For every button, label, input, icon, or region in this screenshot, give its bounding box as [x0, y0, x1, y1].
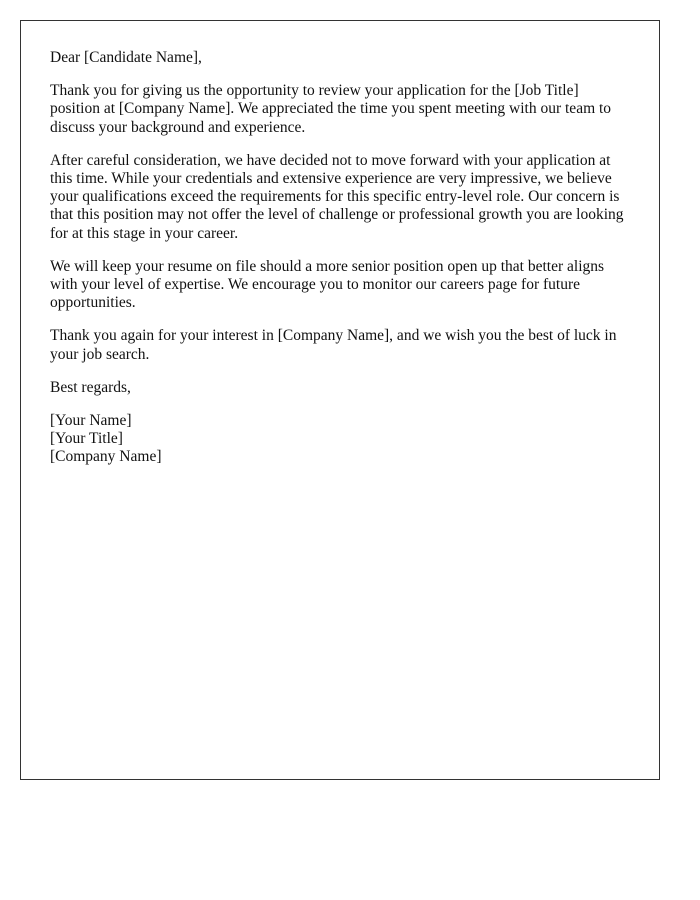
- greeting: Dear [Candidate Name],: [50, 49, 202, 66]
- paragraph-resume-on-file: We will keep your resume on file should a more senior position open up that better aligns with your level of expertise. We encourage you to monitor our careers page for future opportunities.: [50, 257, 605, 312]
- signature-name: [Your Name]: [50, 412, 132, 430]
- closing: Best regards,: [50, 378, 131, 396]
- letter-page: [20, 20, 660, 780]
- signature-block: [50, 412, 630, 467]
- paragraph-thanks: Thank you again for your interest in [Company Name], and we wish you the best of luck in your job search.: [50, 327, 617, 363]
- signature-company: [Company Name]: [50, 448, 162, 466]
- signature-title: [Your Title]: [50, 430, 123, 448]
- paragraph-decision: After careful consideration, we have decided not to move forward with your application at this time. While your credentials and extensive experience are very impressive, we believe your qualifications exceed the requirements for this specific entry-level role. Our concern is that this position may not offer the level of challenge or professional growth you are looking for at this stage in your career.: [50, 151, 624, 242]
- paragraph-opening: Thank you for giving us the opportunity to review your application for the [Job Title] position at [Company Name]. We appreciated the time you spent meeting with our team to discuss your background and experience.: [50, 82, 612, 136]
